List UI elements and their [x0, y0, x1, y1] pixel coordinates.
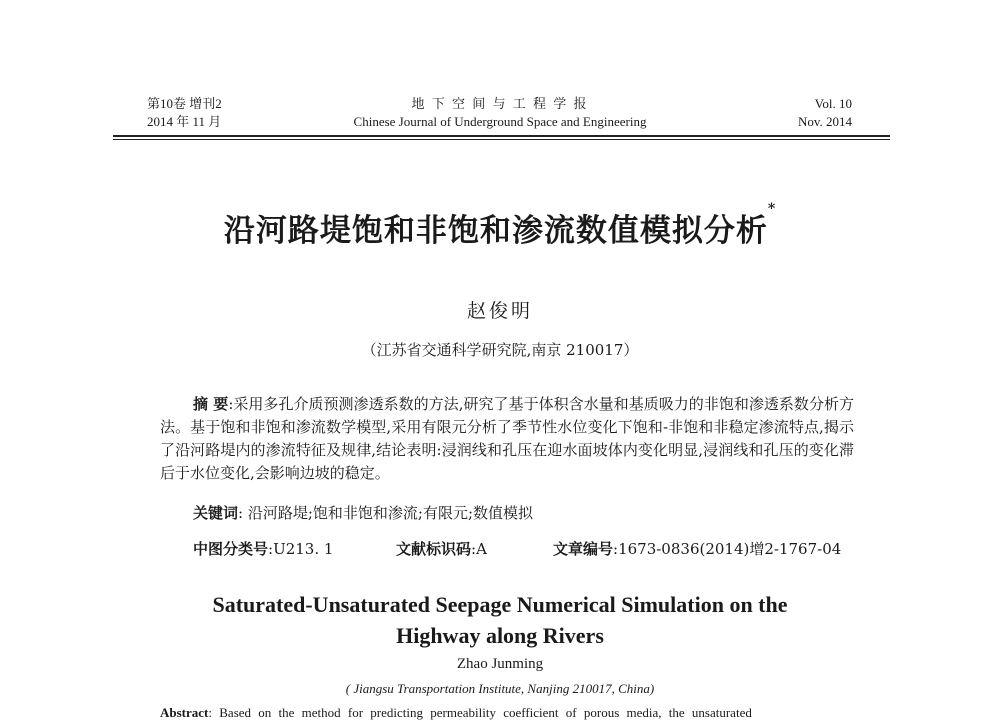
journal-name-en: Chinese Journal of Underground Space and Engineering: [353, 114, 647, 129]
title-footnote-mark: *: [767, 201, 777, 217]
clc-number: 中图分类号:U213. 1: [193, 540, 334, 558]
author-cn: 赵俊明: [466, 300, 533, 322]
volume-issue: 第10卷 增刊2: [147, 96, 222, 111]
keywords-cn-label: 关键词: [193, 504, 239, 522]
volume-en: Vol. 10: [814, 96, 852, 111]
author-en: Zhao Junming: [456, 656, 544, 672]
publication-date-cn: 2014 年 11 月: [147, 114, 222, 129]
keywords-cn-text: : 沿河路堤;饱和非饱和渗流;有限元;数值模拟: [238, 504, 534, 522]
abstract-cn-text: :采用多孔介质预测渗透系数的方法,研究了基于体积含水量和基质吸力的非饱和渗透系数分析方法。基于饱和非饱和渗流数学模型,采用有限元分析了季节性水位变化下饱和-非饱和非稳定渗流特点,揭示了沿河路堤内的渗流特征及规律,结论表明:浸润线和孔压在迎水面坡体内变化明显,浸润线和孔压的变化滞后于水位变化,会影响边坡的稳定。: [160, 395, 854, 482]
abstract-cn: [160, 393, 854, 485]
abstract-cn-label: 摘 要: [193, 395, 229, 413]
article-number: 文章编号:1673-0836(2014)增2-1767-04: [553, 540, 842, 558]
header-rule-thin: [113, 139, 890, 140]
journal-name-cn: 地 下 空 间 与 工 程 学 报: [411, 96, 589, 111]
abstract-en: [160, 704, 854, 722]
keywords-cn: [193, 502, 533, 523]
affiliation-cn: （江苏省交通科学研究院,南京 210017）: [361, 341, 639, 359]
abstract-en-text: : Based on the method for predicting permeability coefficient of porous media, the unsaturated: [208, 705, 752, 720]
paper-title-cn: 沿河路堤饱和非饱和渗流数值模拟分析*: [223, 201, 777, 249]
abstract-en-label: Abstract: [160, 705, 209, 720]
affiliation-en: ( Jiangsu Transportation Institute, Nanjing 210017, China): [345, 681, 655, 696]
publication-date-en: Nov. 2014: [797, 114, 852, 129]
header-rule-thick: [113, 135, 890, 137]
document-code: 文献标识码:A: [396, 540, 487, 558]
paper-title-en: Saturated-Unsaturated Seepage Numerical Simulation on the Highway along Rivers: [212, 592, 788, 648]
